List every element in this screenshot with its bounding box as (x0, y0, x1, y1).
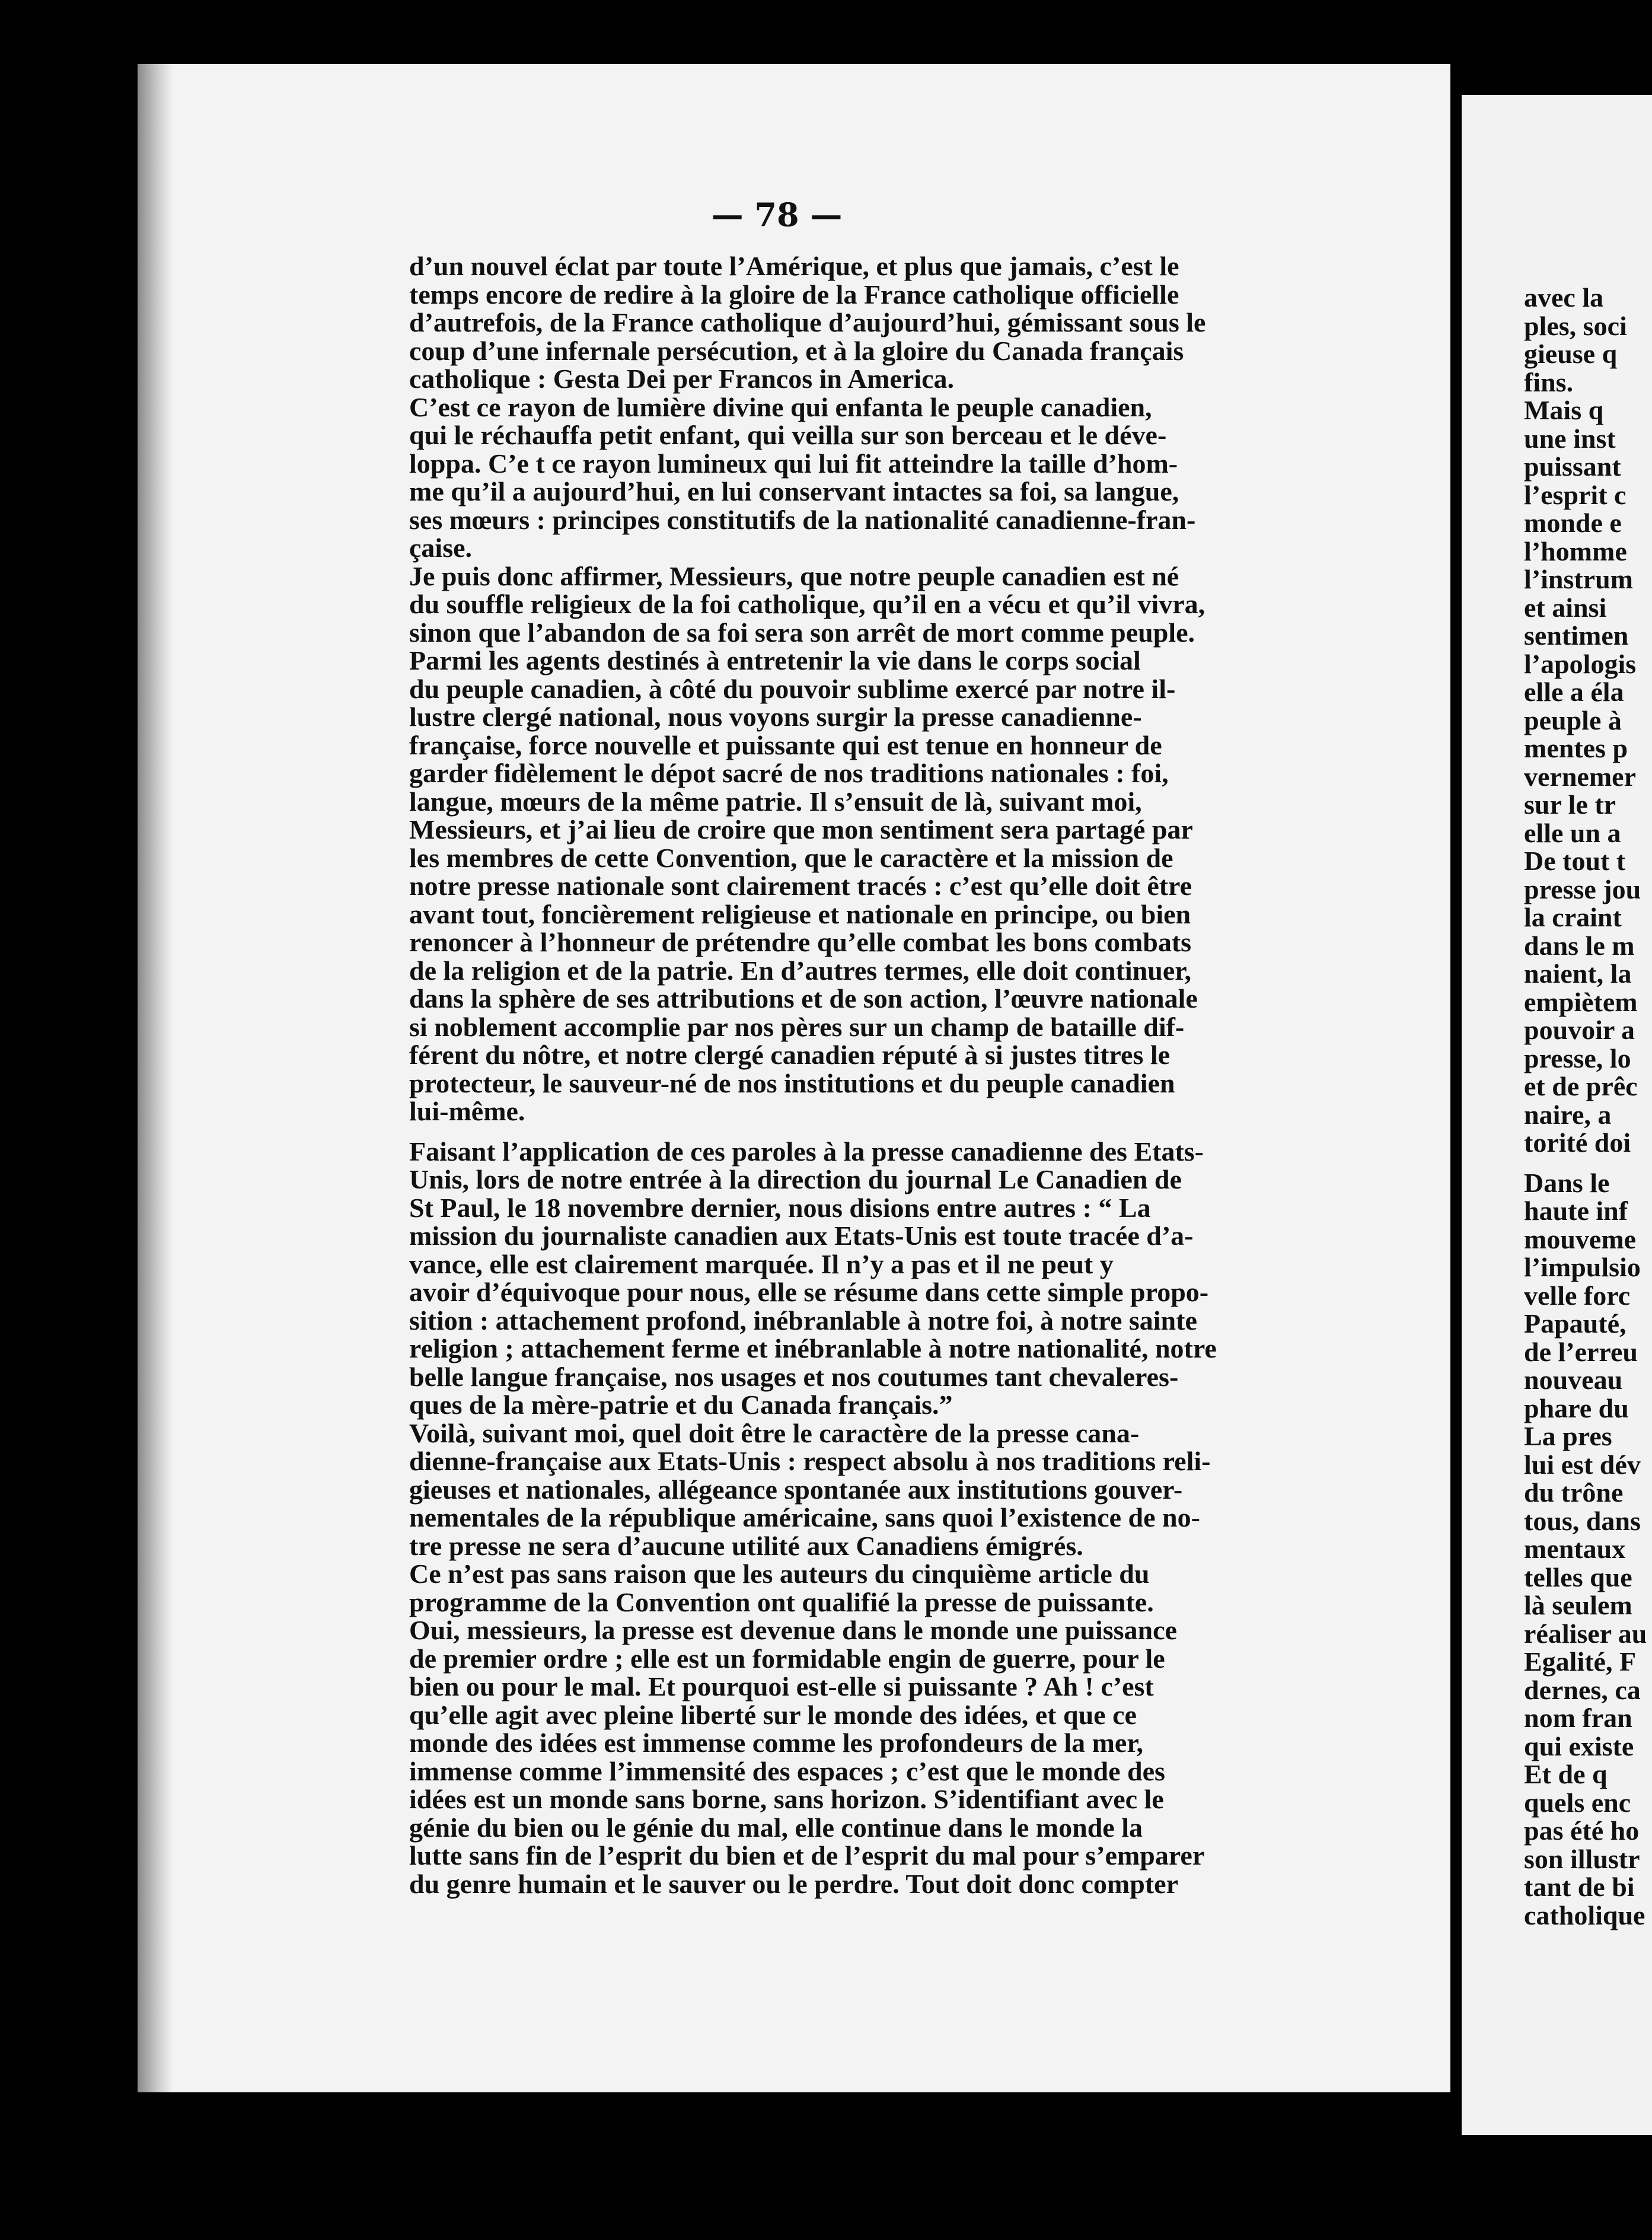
right-text-line: et de prêc (1524, 1071, 1638, 1101)
right-text-line: l’instrum (1524, 564, 1633, 594)
text-line: renoncer à l’honneur de prétendre qu’elle combat les bons combats (409, 927, 1192, 957)
right-text-line: pouvoir a (1524, 1015, 1635, 1045)
right-text-line: gieuse q (1524, 339, 1618, 369)
text-line: lui-même. (409, 1096, 525, 1126)
text-line: Messieurs, et j’ai lieu de croire que mon sentiment sera partagé par (409, 814, 1193, 845)
text-line: ques de la mère-patrie et du Canada français.” (409, 1390, 953, 1420)
right-text-line: l’apologis (1524, 648, 1637, 679)
right-text-line: empiètem (1524, 986, 1638, 1017)
right-text-line: une inst (1524, 423, 1616, 454)
text-line: St Paul, le 18 novembre dernier, nous disions entre autres : “ La (409, 1192, 1151, 1223)
text-line: coup d’une infernale persécution, et à la gloire du Canada français (409, 335, 1184, 366)
right-text-line: dans le m (1524, 930, 1635, 961)
text-line: les membres de cette Convention, que le caractère et la mission de (409, 842, 1173, 873)
text-line: ses mœurs : principes constitutifs de la nationalité canadienne-fran- (409, 504, 1196, 535)
text-line: française, force nouvelle et puissante qui est tenue en honneur de (409, 729, 1162, 760)
text-line: du genre humain et le sauver ou le perdre. Tout doit donc compter (409, 1868, 1178, 1899)
right-text-line: Dans le (1524, 1167, 1610, 1198)
text-line: qu’elle agit avec pleine liberté sur le monde des idées, et que ce (409, 1699, 1137, 1730)
text-line: bien ou pour le mal. Et pourquoi est-elle si puissante ? Ah ! c’est (409, 1671, 1154, 1701)
text-line: programme de la Convention ont qualifié la presse de puissante. (409, 1586, 1154, 1617)
text-line: loppa. C’e t ce rayon lumineux qui lui fit atteindre la taille d’hom- (409, 448, 1178, 479)
text-line: garder fidèlement le dépot sacré de nos traditions nationales : foi, (409, 758, 1169, 788)
text-line: vance, elle est clairement marquée. Il n’y a pas et il ne peut y (409, 1248, 1114, 1279)
text-line: tre presse ne sera d’aucune utilité aux Canadiens émigrés. (409, 1530, 1083, 1561)
right-text-line: elle a éla (1524, 677, 1624, 707)
text-line: belle langue française, nos usages et nos coutumes tant chevaleres- (409, 1361, 1179, 1392)
right-text-line: mentes p (1524, 733, 1628, 763)
text-line: Parmi les agents destinés à entretenir la vie dans le corps social (409, 645, 1141, 675)
right-text-line: torité doi (1524, 1127, 1631, 1158)
text-line: nementales de la république américaine, sans quoi l’existence de no- (409, 1502, 1200, 1532)
right-text-line: l’homme (1524, 536, 1627, 566)
text-line: çaise. (409, 533, 473, 563)
text-line: du souffle religieux de la foi catholique, qu’il en a vécu et qu’il vivra, (409, 589, 1205, 619)
text-line: d’un nouvel éclat par toute l’Amérique, et plus que jamais, c’est le (409, 251, 1179, 281)
right-text-line: son illustr (1524, 1843, 1640, 1874)
right-text-line: l’impulsio (1524, 1252, 1641, 1282)
text-line: d’autrefois, de la France catholique d’aujourd’hui, gémissant sous le (409, 307, 1206, 337)
right-text-line: sentimen (1524, 620, 1629, 651)
text-line: Voilà, suivant moi, quel doit être le caractère de la presse cana- (409, 1417, 1140, 1448)
text-line: Oui, messieurs, la presse est devenue dans le monde une puissance (409, 1615, 1177, 1645)
right-text-line: velle forc (1524, 1280, 1631, 1311)
right-text-line: vernemer (1524, 761, 1636, 792)
page-binding-shadow (138, 64, 173, 2092)
right-page-fragment (1462, 95, 1652, 2135)
right-text-line: là seulem (1524, 1590, 1632, 1620)
text-line: de premier ordre ; elle est un formidable engin de guerre, pour le (409, 1643, 1165, 1674)
text-line: dienne-française aux Etats-Unis : respect absolu à nos traditions reli- (409, 1446, 1211, 1476)
text-line: de la religion et de la patrie. En d’autres termes, elle doit continuer, (409, 955, 1191, 986)
right-text-column (1524, 283, 1652, 1929)
text-line: dans la sphère de ses attributions et de son action, l’œuvre nationale (409, 983, 1198, 1014)
text-line: qui le réchauffa petit enfant, qui veilla sur son berceau et le déve- (409, 420, 1167, 450)
right-text-line: sur le tr (1524, 789, 1616, 820)
right-text-line: et ainsi (1524, 592, 1607, 623)
right-text-line: tant de bi (1524, 1872, 1635, 1902)
right-text-line: Et de q (1524, 1759, 1608, 1789)
right-text-line: tous, dans (1524, 1505, 1641, 1536)
right-text-line: mentaux (1524, 1534, 1626, 1564)
text-line: sition : attachement profond, inébranlable à notre foi, à notre sainte (409, 1305, 1197, 1336)
right-text-line: presse, lo (1524, 1043, 1631, 1073)
right-text-line: nouveau (1524, 1365, 1623, 1395)
right-text-line: catholique (1524, 1900, 1645, 1930)
right-text-line: Egalité, F (1524, 1646, 1637, 1677)
right-text-line: De tout t (1524, 846, 1626, 876)
right-text-line: monde e (1524, 508, 1622, 538)
text-line: avant tout, foncièrement religieuse et nationale en principe, ou bien (409, 898, 1191, 929)
right-text-line: naire, a (1524, 1099, 1612, 1130)
right-text-line: qui existe (1524, 1731, 1634, 1761)
right-text-line: Papauté, (1524, 1308, 1627, 1339)
right-text-line: ples, soci (1524, 310, 1627, 341)
right-text-line: puissant (1524, 451, 1621, 482)
right-text-line: réaliser au (1524, 1618, 1647, 1649)
text-line: lustre clergé national, nous voyons surgir la presse canadienne- (409, 702, 1142, 732)
right-text-line: naient, la (1524, 958, 1632, 989)
right-text-line: presse jou (1524, 874, 1641, 904)
right-text-line: haute inf (1524, 1196, 1628, 1226)
right-text-line: pas été ho (1524, 1815, 1640, 1846)
paragraph-gap (409, 1126, 1346, 1137)
text-line: Faisant l’application de ces paroles à la presse canadienne des Etats- (409, 1136, 1204, 1167)
right-text-line: l’esprit c (1524, 479, 1627, 510)
right-text-line: phare du (1524, 1393, 1629, 1423)
right-text-line: nom fran (1524, 1703, 1632, 1733)
main-text-column (409, 252, 1346, 1898)
page-number: — 78 — (711, 196, 843, 234)
text-line: protecteur, le sauveur-né de nos institutions et du peuple canadien (409, 1068, 1175, 1098)
text-line: catholique : Gesta Dei per Francos in America. (409, 364, 955, 394)
right-text-line: dernes, ca (1524, 1674, 1641, 1705)
text-line: férent du nôtre, et notre clergé canadien réputé à si justes titres le (409, 1040, 1171, 1070)
right-text-line: lui est dév (1524, 1449, 1641, 1480)
text-line: me qu’il a aujourd’hui, en lui conservant intactes sa foi, sa langue, (409, 476, 1179, 506)
text-line: notre presse nationale sont clairement tracés : c’est qu’elle doit être (409, 871, 1192, 901)
right-text-line: elle un a (1524, 817, 1621, 848)
text-line: immense comme l’immensité des espaces ; c’est que le monde des (409, 1755, 1165, 1786)
paragraph-gap (1524, 1157, 1652, 1169)
right-text-line: quels enc (1524, 1787, 1631, 1818)
text-line: lutte sans fin de l’esprit du bien et de l’esprit du mal pour s’emparer (409, 1840, 1205, 1871)
text-line: si noblement accomplie par nos pères sur un champ de bataille dif- (409, 1011, 1185, 1042)
right-text-line: mouveme (1524, 1223, 1637, 1254)
text-line: avoir d’équivoque pour nous, elle se résume dans cette simple propo- (409, 1277, 1209, 1307)
right-text-line: de l’erreu (1524, 1336, 1638, 1367)
right-text-line: La pres (1524, 1421, 1612, 1451)
text-line: génie du bien ou le génie du mal, elle continue dans le monde la (409, 1812, 1143, 1843)
right-text-line: avec la (1524, 282, 1604, 313)
text-line: gieuses et nationales, allégeance spontanée aux institutions gouver- (409, 1474, 1183, 1505)
right-text-line: Mais q (1524, 395, 1604, 425)
right-text-line: la craint (1524, 902, 1622, 932)
text-line: sinon que l’abandon de sa foi sera son arrêt de mort comme peuple. (409, 617, 1195, 648)
text-line: mission du journaliste canadien aux Etats-Unis est toute tracée d’a- (409, 1221, 1194, 1251)
right-text-line: du trône (1524, 1477, 1624, 1508)
text-line: langue, mœurs de la même patrie. Il s’ensuit de là, suivant moi, (409, 786, 1142, 817)
right-text-line: peuple à (1524, 705, 1622, 735)
text-line: Unis, lors de notre entrée à la direction du journal Le Canadien de (409, 1164, 1182, 1194)
text-line: monde des idées est immense comme les profondeurs de la mer, (409, 1728, 1144, 1758)
text-line: temps encore de redire à la gloire de la France catholique officielle (409, 279, 1179, 310)
text-line: Je puis donc affirmer, Messieurs, que notre peuple canadien est né (409, 560, 1179, 591)
text-line: religion ; attachement ferme et inébranlable à notre nationalité, notre (409, 1333, 1217, 1363)
text-line: du peuple canadien, à côté du pouvoir sublime exercé par notre il- (409, 673, 1176, 704)
right-text-line: telles que (1524, 1562, 1632, 1592)
text-line: Ce n’est pas sans raison que les auteurs du cinquième article du (409, 1559, 1150, 1589)
text-line: idées est un monde sans borne, sans horizon. S’identifiant avec le (409, 1784, 1164, 1814)
right-text-line: fins. (1524, 367, 1574, 397)
text-line: C’est ce rayon de lumière divine qui enfanta le peuple canadien, (409, 391, 1152, 422)
